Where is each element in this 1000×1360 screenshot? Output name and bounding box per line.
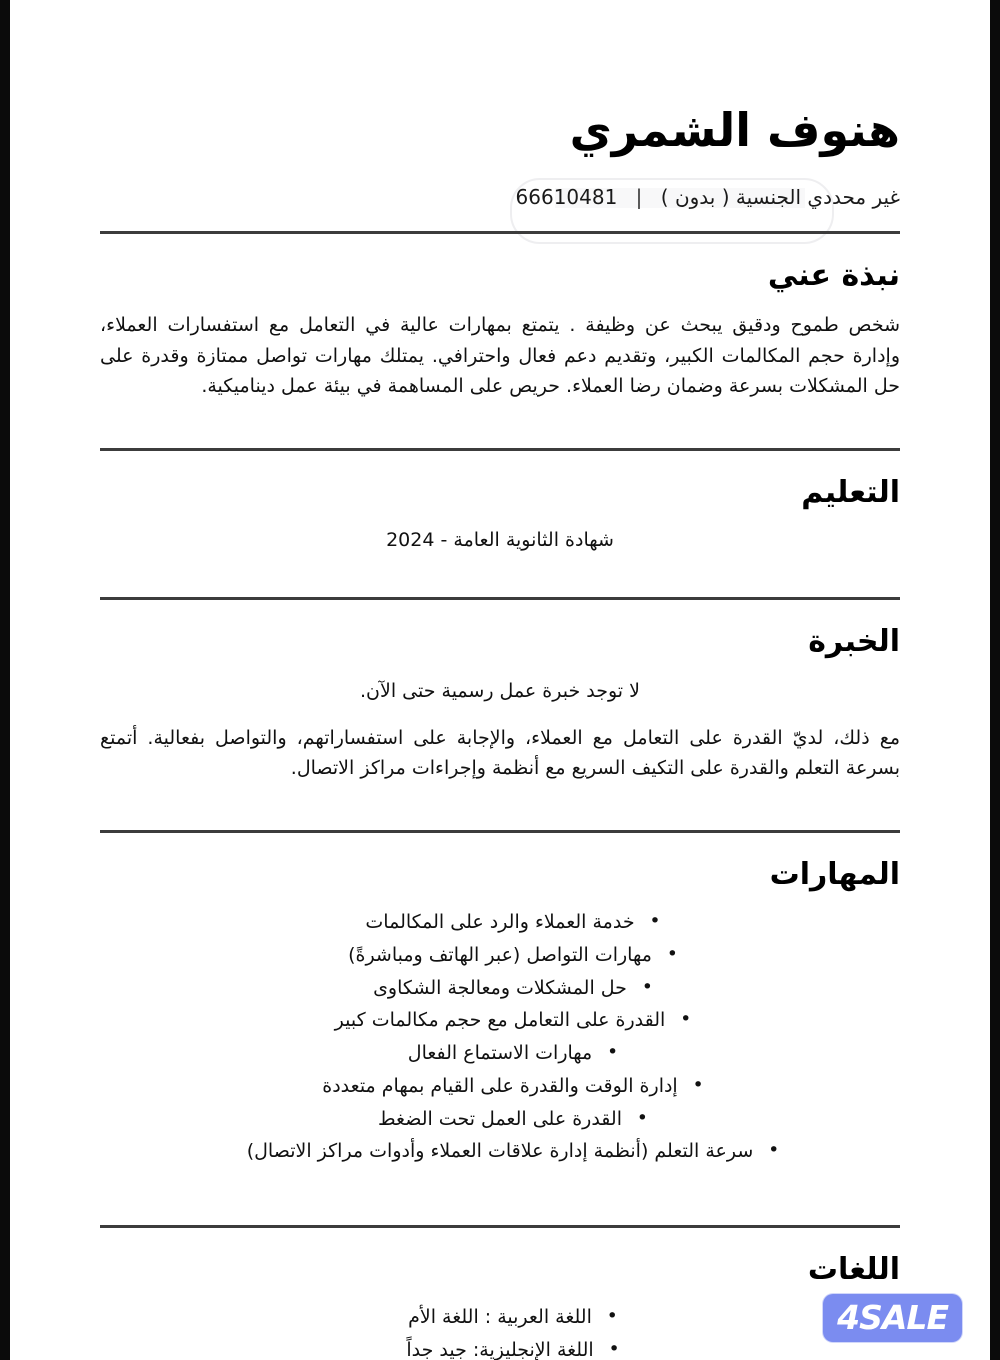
section-title-education: التعليم bbox=[801, 475, 900, 511]
contact-separator: | bbox=[635, 184, 643, 209]
section-title-skills: المهارات bbox=[769, 857, 900, 893]
language-item bbox=[100, 1302, 900, 1333]
section-skills bbox=[100, 833, 900, 1167]
nationality-text: غير محددي الجنسية ( بدون ) bbox=[660, 184, 900, 209]
candidate-name: هنوف الشمري bbox=[569, 103, 900, 157]
section-languages bbox=[100, 1228, 900, 1360]
skill-item-label: سرعة التعلم (أنظمة إدارة علاقات العملاء وأدوات مراكز الاتصال) • bbox=[247, 1136, 754, 1167]
language-item bbox=[100, 1335, 900, 1360]
phone-number: 66610481 bbox=[515, 184, 618, 209]
skill-item-label: مهارات التواصل (عبر الهاتف ومباشرةً) • bbox=[348, 940, 652, 971]
foursale-logo-text: 4SALE bbox=[837, 1298, 948, 1337]
about-paragraph: شخص طموح ودقيق يبحث عن وظيفة . يتمتع بمهارات عالية في التعامل مع استفسارات العملاء، وإدارة حجم المكالمات الكبير، وتقديم دعم فعال واحترافي. يمتلك مهارات تواصل ممتازة وقدرة على حل المشكلات بسرعة وضمان رضا العملاء. حريص على المساهمة في بيئة عمل ديناميكية. bbox=[100, 313, 900, 398]
language-item-label: اللغة العربية : اللغة الأم • bbox=[408, 1302, 592, 1333]
skill-item-label: إدارة الوقت والقدرة على القيام بمهام متعددة • bbox=[322, 1071, 677, 1102]
skill-item-label: مهارات الاستماع الفعال • bbox=[408, 1038, 592, 1069]
skill-item bbox=[100, 1038, 900, 1069]
section-title-languages: اللغات bbox=[807, 1252, 900, 1288]
resume-page bbox=[10, 0, 990, 1360]
education-entry: شهادة الثانوية العامة - 2024 bbox=[386, 529, 614, 552]
skill-item-label: حل المشكلات ومعالجة الشكاوى • bbox=[373, 973, 627, 1004]
skill-item bbox=[100, 973, 900, 1004]
skill-item bbox=[100, 1136, 900, 1167]
experience-line-1: لا توجد خبرة عمل رسمية حتى الآن. bbox=[360, 680, 640, 703]
section-title-about: نبذة عني bbox=[767, 257, 900, 293]
skills-list bbox=[100, 893, 900, 1167]
skill-item bbox=[100, 940, 900, 971]
contact-line bbox=[100, 157, 900, 209]
skill-item bbox=[100, 907, 900, 938]
foursale-watermark-logo bbox=[823, 1294, 962, 1342]
skill-item bbox=[100, 1071, 900, 1102]
language-item-label: اللغة الإنجليزية: جيد جداً • bbox=[406, 1335, 593, 1360]
section-title-experience: الخبرة bbox=[808, 624, 900, 660]
skill-item bbox=[100, 1104, 900, 1135]
section-experience bbox=[100, 600, 900, 784]
skill-item-label: القدرة على العمل تحت الضغط • bbox=[378, 1104, 622, 1135]
skill-item bbox=[100, 1005, 900, 1036]
skill-item-label: خدمة العملاء والرد على المكالمات • bbox=[365, 907, 634, 938]
section-about bbox=[100, 234, 900, 402]
experience-line-2: مع ذلك، لديّ القدرة على التعامل مع العملاء، والإجابة على استفساراتهم، والتواصل بفعالية. أتمتع بسرعة التعلم والقدرة على التكيف السريع مع أنظمة وإجراءات مراكز الاتصال. bbox=[100, 726, 900, 780]
section-education bbox=[100, 451, 900, 551]
languages-list bbox=[100, 1288, 900, 1360]
letterbox-right bbox=[990, 0, 1000, 1360]
letterbox-left bbox=[0, 0, 10, 1360]
skill-item-label: القدرة على التعامل مع حجم مكالمات كبير • bbox=[335, 1005, 666, 1036]
